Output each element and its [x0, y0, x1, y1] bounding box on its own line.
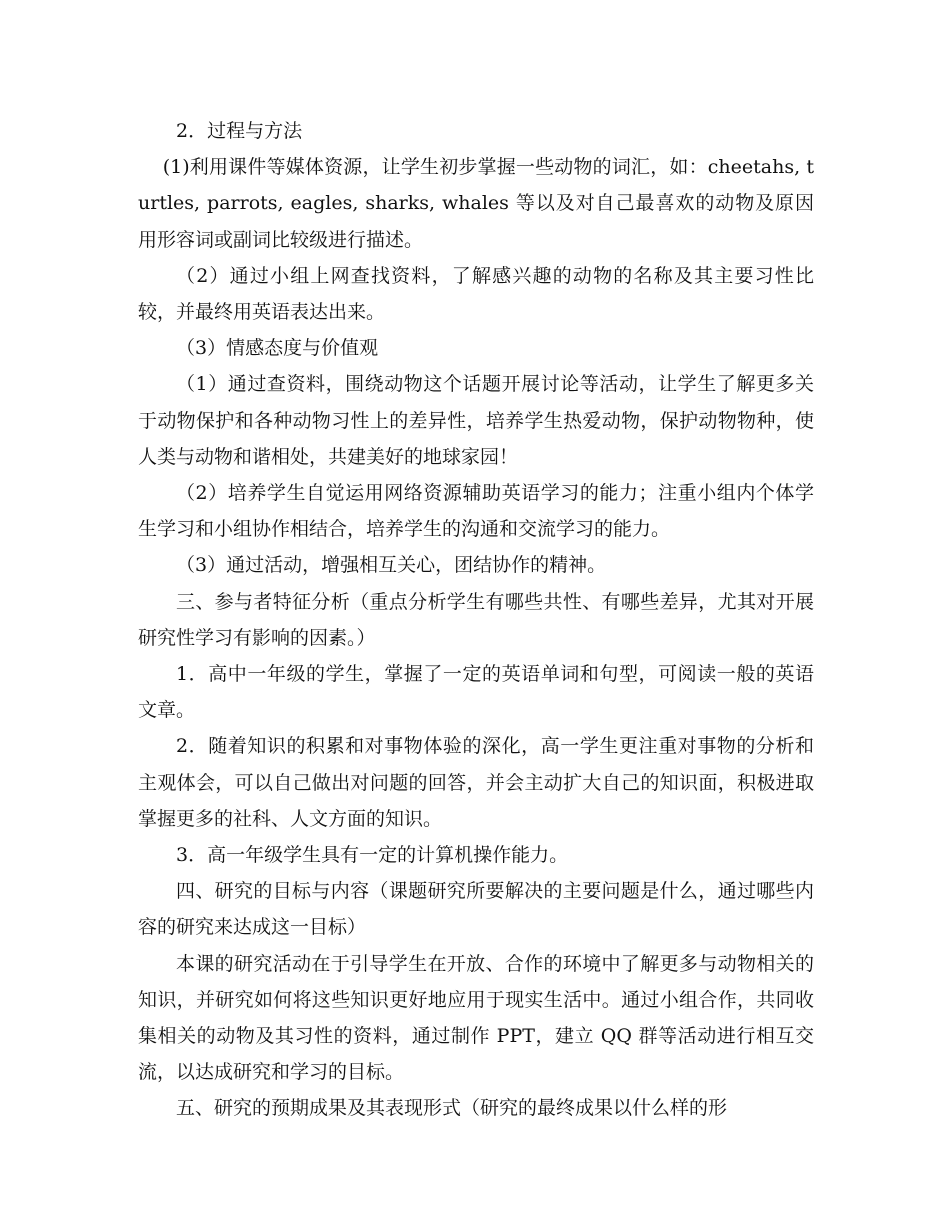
paragraph-goals-body: 本课的研究活动在于引导学生在开放、合作的环境中了解更多与动物相关的知识，并研究如何将这些知识更好地应用于现实生活中。通过小组合作，共同收集相关的动物及其习性的资料，通过制作 PPT，建立 QQ 群等活动进行相互交流，以达成研究和学习的目标。	[138, 952, 814, 1084]
paragraph-participants-item-2: 2．随着知识的积累和对事物体验的深化，高一学生更注重对事物的分析和主观体会，可以自己做出对问题的回答，并会主动扩大自己的知识面，积极进取掌握更多的社科、人文方面的知识。	[138, 735, 814, 830]
section-heading-outcomes: 五、研究的预期成果及其表现形式（研究的最终成果以什么样的形	[176, 1097, 728, 1120]
section-heading-goals: 四、研究的目标与内容（课题研究所要解决的主要问题是什么，通过哪些内容的研究来达成这一目标）	[138, 880, 814, 939]
section-heading-participants: 三、参与者特征分析（重点分析学生有哪些共性、有哪些差异，尤其对开展研究性学习有影响的因素。）	[138, 590, 814, 649]
paragraph-participants-item-1: 1．高中一年级的学生，掌握了一定的英语单词和句型，可阅读一般的英语文章。	[138, 663, 814, 722]
document-page	[138, 113, 814, 1127]
paragraph-attitude-item-2: （2）培养学生自觉运用网络资源辅助英语学习的能力；注重小组内个体学生学习和小组协作相结合，培养学生的沟通和交流学习的能力。	[138, 482, 814, 541]
paragraph-participants-item-3: 3．高一年级学生具有一定的计算机操作能力。	[176, 844, 569, 867]
paragraph-process-item-1: (1)利用课件等媒体资源，让学生初步掌握一些动物的词汇，如：cheetahs, turtles, parrots, eagles, sharks, whales 等以及对自己最喜欢的动物及原因用形容词或副词比较级进行描述。	[138, 156, 814, 251]
paragraph-attitude-item-1: （1）通过查资料，围绕动物这个话题开展讨论等活动，让学生了解更多关于动物保护和各种动物习性上的差异性，培养学生热爱动物，保护动物物种，使人类与动物和谐相处，共建美好的地球家园！	[138, 373, 814, 468]
paragraph-attitude-heading: （3）情感态度与价值观	[176, 337, 379, 360]
paragraph-attitude-item-3: （3）通过活动，增强相互关心，团结协作的精神。	[176, 554, 607, 577]
paragraph-process-methods-heading: 2．过程与方法	[176, 120, 303, 142]
paragraph-process-item-2: （2）通过小组上网查找资料，了解感兴趣的动物的名称及其主要习性比较，并最终用英语表达出来。	[138, 264, 814, 324]
